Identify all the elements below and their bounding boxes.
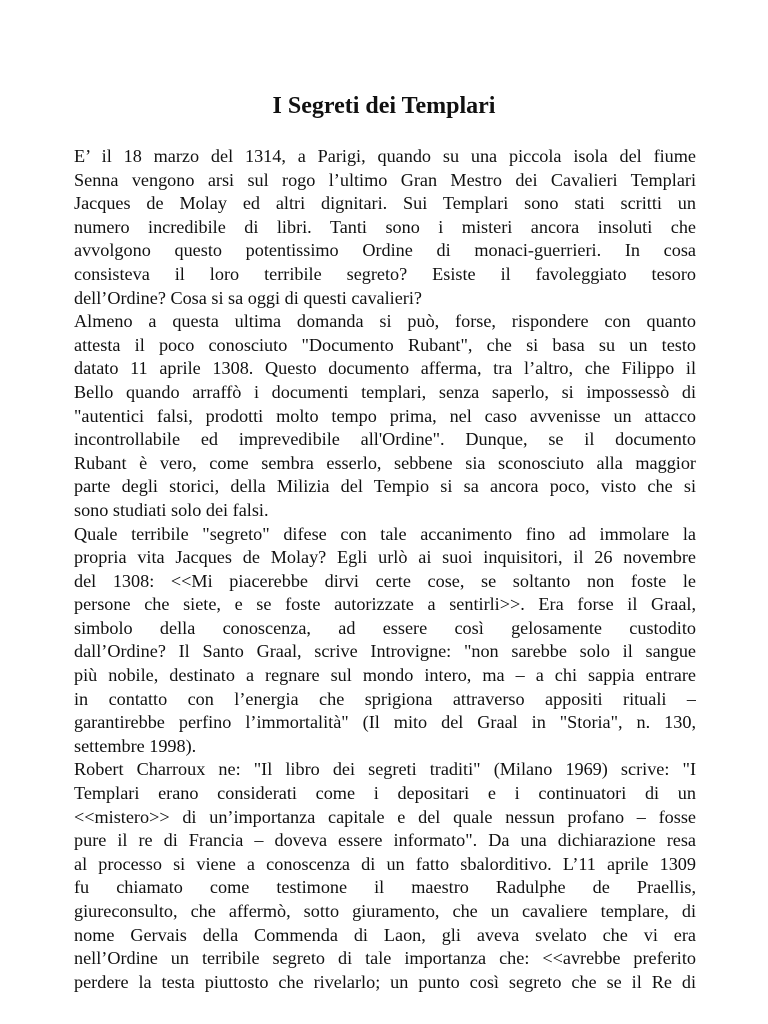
text-line: nome Gervais della Commenda di Laon, gli aveva svelato che vi era — [74, 924, 696, 945]
text-line: simbolo della conoscenza, ad essere così gelosamente custodito — [74, 617, 696, 638]
text-line: numero incredibile di libri. Tanti sono i misteri ancora insoluti che — [74, 216, 696, 237]
text-line: in contatto con l’energia che sprigiona attraverso appositi rituali – — [74, 688, 696, 709]
text-line: Quale terribile "segreto" difese con tale accanimento fino ad immolare la — [74, 523, 696, 544]
text-line: <<mistero>> di un’importanza capitale e del quale nessun profano – fosse — [74, 806, 696, 827]
text-line: "autentici falsi, prodotti molto tempo prima, nel caso avvenisse un attacco — [74, 405, 696, 426]
text-line: dell’Ordine? Cosa si sa oggi di questi cavalieri? — [74, 287, 422, 308]
paragraph — [74, 758, 696, 994]
text-line: Almeno a questa ultima domanda si può, forse, rispondere con quanto — [74, 311, 696, 332]
text-line: dall’Ordine? Il Santo Graal, scrive Introvigne: "non sarebbe solo il sangue — [74, 641, 696, 662]
text-line: del 1308: <<Mi piacerebbe dirvi certe cose, se soltanto non foste le — [74, 570, 696, 591]
paragraph — [74, 310, 696, 522]
text-line: Bello quando arraffò i documenti templari, senza saperlo, si impossessò di — [74, 381, 696, 402]
text-line: parte degli storici, della Milizia del Tempio si sa ancora poco, visto che si — [74, 476, 696, 497]
text-line: consisteva il loro terribile segreto? Esiste il favoleggiato tesoro — [74, 263, 696, 284]
text-line: Templari erano considerati come i depositari e i continuatori di un — [74, 783, 696, 804]
text-line: incontrollabile ed imprevedibile all'Ordine". Dunque, se il documento — [74, 429, 696, 450]
text-line: Senna vengono arsi sul rogo l’ultimo Gran Mestro dei Cavalieri Templari — [74, 169, 696, 190]
text-line: Rubant è vero, come sembra esserlo, sebbene sia sconosciuto alla maggior — [74, 452, 696, 473]
text-line: propria vita Jacques de Molay? Egli urlò ai suoi inquisitori, il 26 novembre — [74, 547, 696, 568]
paragraph — [74, 523, 696, 759]
text-line: più nobile, destinato a regnare sul mondo intero, ma – a chi sappia entrare — [74, 665, 696, 686]
text-line: garantirebbe perfino l’immortalità" (Il mito del Graal in "Storia", n. 130, — [74, 712, 696, 733]
text-line: al processo si viene a conoscenza di un fatto sbalorditivo. L’11 aprile 1309 — [74, 853, 696, 874]
text-line: sono studiati solo dei falsi. — [74, 499, 269, 520]
text-line: datato 11 aprile 1308. Questo documento afferma, tra l’altro, che Filippo il — [74, 358, 696, 379]
text-line: E’ il 18 marzo del 1314, a Parigi, quando su una piccola isola del fiume — [74, 146, 696, 166]
text-line: fu chiamato come testimone il maestro Radulphe de Praellis, — [74, 877, 696, 898]
text-line: settembre 1998). — [74, 735, 197, 756]
text-line: Robert Charroux ne: "Il libro dei segreti traditi" (Milano 1969) scrive: "I — [74, 759, 696, 780]
text-line: attesta il poco conosciuto "Documento Rubant", che si basa su un testo — [74, 334, 696, 355]
text-line: pure il re di Francia – doveva essere informato". Da una dichiarazione resa — [74, 830, 696, 851]
text-line: nell’Ordine un terribile segreto di tale importanza che: <<avrebbe preferito — [74, 948, 696, 969]
page-title: I Segreti dei Templari — [272, 93, 496, 119]
text-line: perdere la testa piuttosto che rivelarlo; un punto così segreto che se il Re di — [74, 971, 696, 992]
body-text — [74, 145, 696, 994]
paragraph — [74, 145, 696, 310]
text-line: persone che siete, e se foste autorizzate a sentirli>>. Era forse il Graal, — [74, 594, 696, 615]
text-line: Jacques de Molay ed altri dignitari. Sui Templari sono stati scritti un — [74, 193, 696, 214]
text-line: avvolgono questo potentissimo Ordine di monaci-guerrieri. In cosa — [74, 240, 696, 261]
text-line: giureconsulto, che affermò, sotto giuramento, che un cavaliere templare, di — [74, 901, 696, 921]
